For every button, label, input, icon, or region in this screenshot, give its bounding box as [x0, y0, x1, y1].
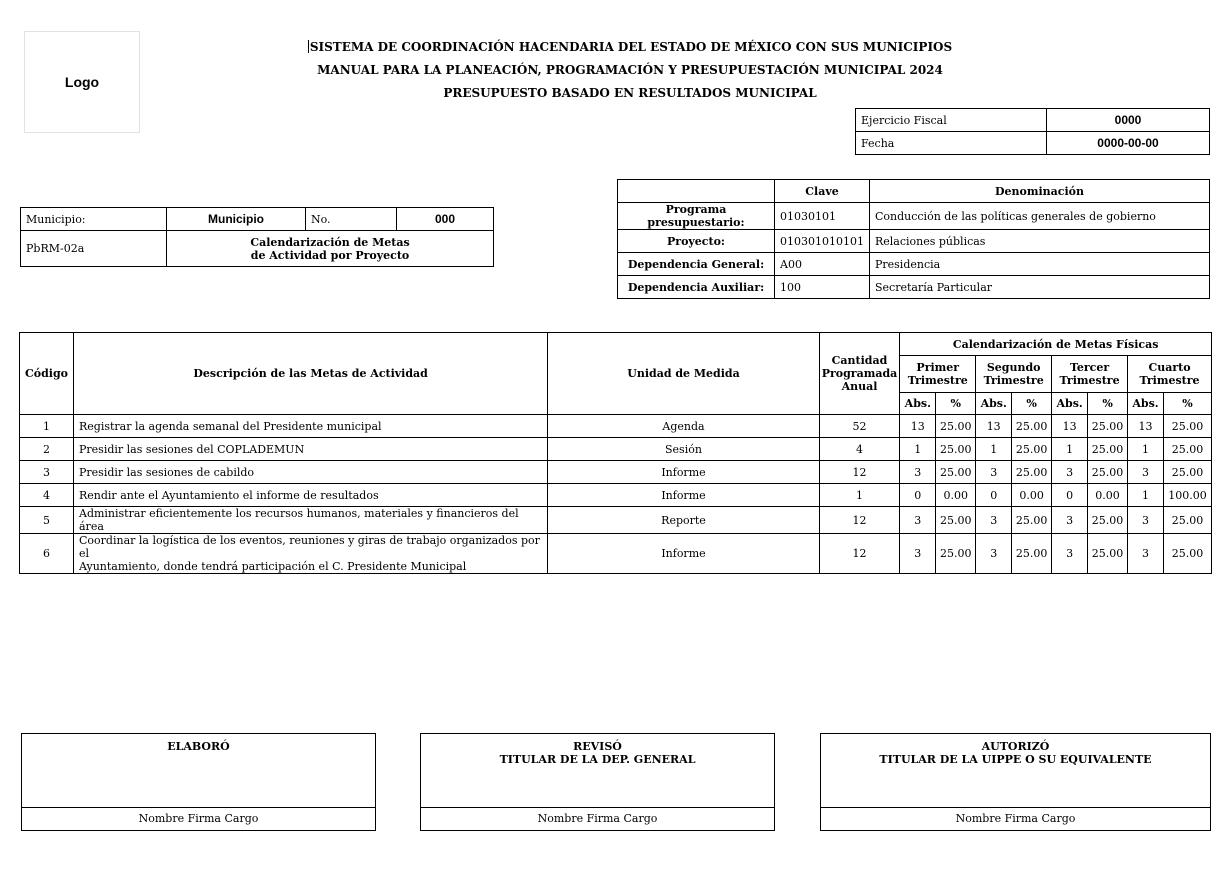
ejercicio-fiscal-value: 0000 — [1047, 109, 1210, 132]
program-row — [618, 253, 1210, 276]
cell-q1-abs: 3 — [900, 534, 936, 574]
cell-q2-pct: 25.00 — [1012, 438, 1052, 461]
cell-q3-abs: 13 — [1052, 415, 1088, 438]
cell-unidad: Informe — [548, 461, 819, 484]
header-line-1-text: SISTEMA DE COORDINACIÓN HACENDARIA DEL ESTADO DE MÉXICO CON SUS MUNICIPIOS — [309, 40, 953, 54]
cell-q4-pct: 25.00 — [1163, 415, 1211, 438]
program-denominacion: Relaciones públicas — [869, 230, 1209, 253]
cell-q3-pct: 25.00 — [1088, 438, 1128, 461]
trimestre-label: Trimestre — [1059, 374, 1120, 387]
denominacion-header: Denominación — [869, 180, 1209, 203]
cell-q2-abs: 3 — [976, 461, 1012, 484]
signature-elaboro — [21, 733, 376, 831]
cell-q3-abs: 0 — [1052, 484, 1088, 507]
signature-title-line-1: AUTORIZÓ — [981, 740, 1050, 753]
col-codigo: Código — [20, 333, 74, 415]
cell-q2-pct: 25.00 — [1012, 507, 1052, 534]
program-row — [618, 230, 1210, 253]
program-corner — [618, 180, 775, 203]
table-row — [20, 484, 1212, 507]
cell-q1-abs: 3 — [900, 507, 936, 534]
header-line-2: MANUAL PARA LA PLANEACIÓN, PROGRAMACIÓN Y PRESUPUESTACIÓN MUNICIPAL 2024 — [317, 63, 943, 77]
cell-cantidad: 4 — [819, 438, 900, 461]
cell-descripcion — [74, 415, 548, 438]
cell-q1-pct: 25.00 — [936, 507, 976, 534]
cell-cantidad: 12 — [819, 507, 900, 534]
col-abs: Abs. — [1128, 393, 1164, 415]
col-descripcion: Descripción de las Metas de Actividad — [74, 333, 548, 415]
cell-unidad: Reporte — [548, 507, 819, 534]
q2-label: Segundo — [986, 361, 1041, 374]
cell-descripcion-line-1: Administrar eficientemente los recursos humanos, materiales y financieros del área — [79, 507, 519, 533]
cell-unidad: Sesión — [548, 438, 819, 461]
cell-codigo: 1 — [20, 415, 74, 438]
q3-label: Tercer — [1069, 361, 1110, 374]
form-title — [167, 231, 494, 267]
cell-descripcion-line-1: Rendir ante el Ayuntamiento el informe de resultados — [79, 488, 379, 502]
clave-header: Clave — [775, 180, 870, 203]
cell-q4-abs: 3 — [1128, 534, 1164, 574]
cell-q2-abs: 1 — [976, 438, 1012, 461]
cell-codigo: 4 — [20, 484, 74, 507]
table-row — [20, 461, 1212, 484]
cell-q4-abs: 13 — [1128, 415, 1164, 438]
cell-q3-pct: 25.00 — [1088, 415, 1128, 438]
col-calendarizacion: Calendarización de Metas Físicas — [900, 333, 1212, 356]
trimestre-label: Trimestre — [907, 374, 968, 387]
program-denominacion: Presidencia — [869, 253, 1209, 276]
col-pct: % — [1163, 393, 1211, 415]
cell-descripcion — [74, 461, 548, 484]
cell-cantidad: 12 — [819, 461, 900, 484]
cell-unidad: Informe — [548, 484, 819, 507]
table-row — [20, 438, 1212, 461]
cell-cantidad: 1 — [819, 484, 900, 507]
cell-q2-pct: 25.00 — [1012, 461, 1052, 484]
col-q4 — [1128, 356, 1212, 393]
form-code: PbRM-02a — [21, 231, 167, 267]
header-line-3: PRESUPUESTO BASADO EN RESULTADOS MUNICIPAL — [443, 86, 817, 100]
cell-q3-abs: 3 — [1052, 507, 1088, 534]
q4-label: Cuarto — [1148, 361, 1191, 374]
cell-q4-pct: 25.00 — [1163, 461, 1211, 484]
program-label: Programa presupuestario: — [618, 203, 775, 230]
cell-descripcion-line-2: Ayuntamiento, donde tendrá participación el C. Presidente Municipal — [79, 560, 467, 573]
signature-reviso — [420, 733, 775, 831]
cell-q3-abs: 1 — [1052, 438, 1088, 461]
cell-q1-abs: 13 — [900, 415, 936, 438]
program-label: Dependencia General: — [618, 253, 775, 276]
cell-descripcion — [74, 484, 548, 507]
cell-unidad: Informe — [548, 534, 819, 574]
table-row — [20, 507, 1212, 534]
program-denominacion: Conducción de las políticas generales de gobierno — [869, 203, 1209, 230]
program-clave: 01030101 — [775, 203, 870, 230]
program-table — [617, 179, 1210, 299]
q1-label: Primer — [916, 361, 960, 374]
cell-q1-abs: 3 — [900, 461, 936, 484]
cell-q1-pct: 25.00 — [936, 438, 976, 461]
fiscal-table — [855, 108, 1210, 155]
logo-placeholder — [24, 31, 140, 133]
col-pct: % — [1088, 393, 1128, 415]
col-cantidad — [819, 333, 900, 415]
cell-q1-pct: 0.00 — [936, 484, 976, 507]
table-row — [20, 415, 1212, 438]
program-clave: A00 — [775, 253, 870, 276]
fecha-label: Fecha — [856, 132, 1047, 155]
cell-cantidad: 52 — [819, 415, 900, 438]
cell-q4-pct: 25.00 — [1163, 534, 1211, 574]
signature-autorizo — [820, 733, 1211, 831]
cell-q4-abs: 3 — [1128, 461, 1164, 484]
cell-descripcion-line-1: Coordinar la logística de los eventos, reuniones y giras de trabajo organizados por el — [79, 534, 540, 560]
cell-q4-abs: 3 — [1128, 507, 1164, 534]
cell-codigo: 5 — [20, 507, 74, 534]
no-label: No. — [306, 208, 397, 231]
col-q1 — [900, 356, 976, 393]
cell-cantidad: 12 — [819, 534, 900, 574]
trimestre-label: Trimestre — [983, 374, 1044, 387]
col-abs: Abs. — [1052, 393, 1088, 415]
no-value: 000 — [397, 208, 494, 231]
cell-unidad: Agenda — [548, 415, 819, 438]
cell-q1-abs: 1 — [900, 438, 936, 461]
signature-title-line-2: TITULAR DE LA UIPPE O SU EQUIVALENTE — [879, 753, 1152, 766]
trimestre-label: Trimestre — [1139, 374, 1200, 387]
cell-descripcion — [74, 507, 548, 534]
cell-q2-abs: 13 — [976, 415, 1012, 438]
signature-footer: Nombre Firma Cargo — [955, 812, 1076, 825]
cell-descripcion-line-1: Presidir las sesiones del COPLADEMUN — [79, 442, 305, 456]
col-q3 — [1052, 356, 1128, 393]
municipio-value: Municipio — [167, 208, 306, 231]
cell-q2-abs: 0 — [976, 484, 1012, 507]
cell-descripcion-line-1: Registrar la agenda semanal del Presidente municipal — [79, 419, 382, 433]
ejercicio-fiscal-label: Ejercicio Fiscal — [856, 109, 1047, 132]
col-unidad: Unidad de Medida — [548, 333, 819, 415]
cell-q3-pct: 25.00 — [1088, 461, 1128, 484]
cell-q2-abs: 3 — [976, 534, 1012, 574]
cell-codigo: 3 — [20, 461, 74, 484]
program-label: Dependencia Auxiliar: — [618, 276, 775, 299]
cell-q4-pct: 100.00 — [1163, 484, 1211, 507]
cell-codigo: 2 — [20, 438, 74, 461]
program-row — [618, 276, 1210, 299]
cell-q3-abs: 3 — [1052, 534, 1088, 574]
cell-q3-pct: 0.00 — [1088, 484, 1128, 507]
program-clave: 100 — [775, 276, 870, 299]
municipio-label: Municipio: — [21, 208, 167, 231]
cell-q1-pct: 25.00 — [936, 461, 976, 484]
col-abs: Abs. — [900, 393, 936, 415]
signature-footer: Nombre Firma Cargo — [537, 812, 658, 825]
cell-descripcion-line-1: Presidir las sesiones de cabildo — [79, 465, 255, 479]
col-cantidad-line-2: Programada — [821, 367, 898, 380]
signature-footer: Nombre Firma Cargo — [138, 812, 259, 825]
col-pct: % — [1012, 393, 1052, 415]
col-q2 — [976, 356, 1052, 393]
cell-descripcion — [74, 438, 548, 461]
text-cursor — [308, 40, 309, 53]
cell-descripcion — [74, 534, 548, 574]
municipio-table — [20, 207, 494, 267]
form-title-line-1: Calendarización de Metas — [250, 235, 410, 249]
table-row — [20, 534, 1212, 574]
signature-title-line-1: ELABORÓ — [167, 740, 230, 753]
signature-title-line-1: REVISÓ — [573, 740, 622, 753]
cell-q1-pct: 25.00 — [936, 415, 976, 438]
program-row — [618, 203, 1210, 230]
cell-q3-pct: 25.00 — [1088, 534, 1128, 574]
signature-title — [22, 734, 375, 808]
col-cantidad-line-1: Cantidad — [831, 354, 888, 367]
cell-q1-pct: 25.00 — [936, 534, 976, 574]
cell-q2-pct: 25.00 — [1012, 415, 1052, 438]
col-pct: % — [936, 393, 976, 415]
signature-title — [421, 734, 774, 808]
cell-q2-abs: 3 — [976, 507, 1012, 534]
cell-q4-pct: 25.00 — [1163, 438, 1211, 461]
program-denominacion: Secretaría Particular — [869, 276, 1209, 299]
cell-q4-abs: 1 — [1128, 484, 1164, 507]
fecha-value: 0000-00-00 — [1047, 132, 1210, 155]
header-line-1 — [230, 40, 1030, 54]
logo-text: Logo — [64, 74, 100, 90]
cell-q4-abs: 1 — [1128, 438, 1164, 461]
cell-q3-abs: 3 — [1052, 461, 1088, 484]
col-abs: Abs. — [976, 393, 1012, 415]
form-title-line-2: de Actividad por Proyecto — [250, 248, 410, 262]
cell-q2-pct: 25.00 — [1012, 534, 1052, 574]
cell-q1-abs: 0 — [900, 484, 936, 507]
cell-q4-pct: 25.00 — [1163, 507, 1211, 534]
signature-title-line-2: TITULAR DE LA DEP. GENERAL — [499, 753, 696, 766]
cell-q3-pct: 25.00 — [1088, 507, 1128, 534]
col-cantidad-line-3: Anual — [841, 380, 878, 393]
metas-table — [19, 332, 1212, 574]
program-label: Proyecto: — [618, 230, 775, 253]
cell-codigo: 6 — [20, 534, 74, 574]
signature-title — [821, 734, 1210, 808]
program-clave: 010301010101 — [775, 230, 870, 253]
cell-q2-pct: 0.00 — [1012, 484, 1052, 507]
